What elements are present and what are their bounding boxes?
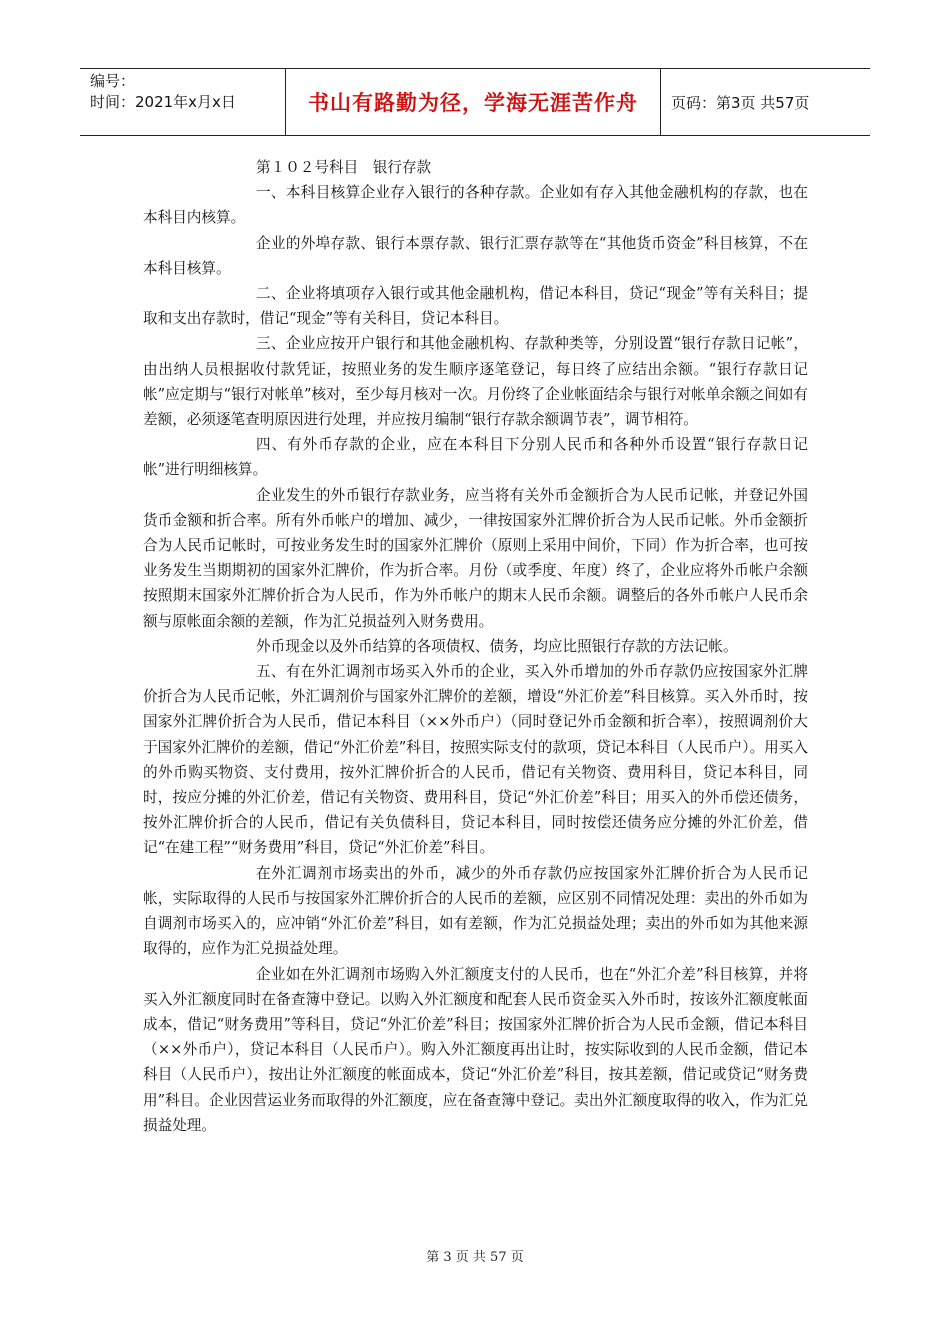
section-title: 第１０２号科目 银行存款 bbox=[256, 159, 432, 176]
paragraph: 四、有外币存款的企业，应在本科目下分别人民币和各种外币设置“银行存款日记帐”进行明细核算。 bbox=[143, 436, 808, 479]
header-page-cell bbox=[661, 69, 870, 135]
header-motto: 书山有路勤为径，学海无涯苦作舟 bbox=[308, 91, 638, 115]
paragraph: 二、企业将填项存入银行或其他金融机构，借记本科目，贷记“现金”等有关科目；提取和支出存款时，借记“现金”等有关科目，贷记本科目。 bbox=[143, 285, 808, 328]
paragraph: 在外汇调剂市场卖出的外币，减少的外币存款仍应按国家外汇牌价折合为人民币记帐，实际取得的人民币与按国家外汇牌价折合的人民币的差额，应区别不同情况处理：卖出的外币如为自调剂市场买入的，应冲销“外汇价差”科目，如有差额，作为汇兑损益处理；卖出的外币如为其他来源取得的，应作为汇兑损益处理。 bbox=[143, 864, 808, 958]
document-body bbox=[143, 155, 808, 1138]
header-motto-cell bbox=[285, 69, 661, 135]
document-date-label: 时间：2021年x月x日 bbox=[90, 93, 236, 111]
page-header bbox=[80, 68, 870, 136]
page-footer bbox=[0, 1246, 950, 1265]
document-number-label: 编号： bbox=[90, 72, 136, 90]
footer-page-number: 第 3 页 共 57 页 bbox=[426, 1250, 524, 1265]
paragraph: 三、企业应按开户银行和其他金融机构、存款种类等，分别设置“银行存款日记帐”，由出纳人员根据收付款凭证，按照业务的发生顺序逐笔登记，每日终了应结出余额。“银行存款日记帐”应定期与“银行对帐单”核对，至少每月核对一次。月份终了企业帐面结余与银行对帐单余额之间如有差额，必须逐笔查明原因进行处理，并应按月编制“银行存款余额调节表”，调节相符。 bbox=[143, 335, 808, 429]
header-meta bbox=[80, 69, 285, 135]
paragraph: 企业如在外汇调剂市场购入外汇额度支付的人民币，也在“外汇介差”科目核算，并将买入外汇额度同时在备查簿中登记。以购入外汇额度和配套人民币资金买入外币时，按该外汇额度帐面成本，借记“财务费用”等科目，贷记“外汇价差”科目；按国家外汇牌价折合为人民币金额，借记本科目（××外币户），贷记本科目（人民币户）。购入外汇额度再出让时，按实际收到的人民币金额，借记本科目（人民币户），按出让外汇额度的帐面成本，贷记“外汇价差”科目，按其差额，借记或贷记“财务费用”科目。企业因营运业务而取得的外汇额度，应在备查簿中登记。卖出外汇额度取得的收入，作为汇兑损益处理。 bbox=[143, 965, 808, 1134]
paragraph: 一、本科目核算企业存入银行的各种存款。企业如有存入其他金融机构的存款，也在本科目内核算。 bbox=[143, 184, 808, 227]
header-page-number: 页码：第3页 共57页 bbox=[671, 93, 810, 112]
paragraph: 外币现金以及外币结算的各项债权、债务，均应比照银行存款的方法记帐。 bbox=[256, 637, 738, 655]
paragraph: 企业的外埠存款、银行本票存款、银行汇票存款等在“其他货币资金”科目核算，不在本科目核算。 bbox=[143, 234, 808, 277]
paragraph: 企业发生的外币银行存款业务，应当将有关外币金额折合为人民币记帐，并登记外国货币金额和折合率。所有外币帐户的增加、减少，一律按国家外汇牌价折合为人民币记帐。外币金额折合为人民币记帐时，可按业务发生时的国家外汇牌价（原则上采用中间价，下同）作为折合率，也可按业务发生当期期初的国家外汇牌价，作为折合率。月份（或季度、年度）终了，企业应将外币帐户余额按照期末国家外汇牌价折合为人民币，作为外币帐户的期末人民币余额。调整后的各外币帐户人民币余额与原帐面余额的差额，作为汇兑损益列入财务费用。 bbox=[143, 486, 808, 630]
paragraph: 五、有在外汇调剂市场买入外币的企业，买入外币增加的外币存款仍应按国家外汇牌价折合为人民币记帐，外汇调剂价与国家外汇牌价的差额，增设“外汇价差”科目核算。买入外币时，按国家外汇牌价折合为人民币，借记本科目（××外币户）（同时登记外币金额和折合率），按照调剂价大于国家外汇牌价的差额，借记“外汇价差”科目，按照实际支付的款项，贷记本科目（人民币户）。用买入的外币购买物资、支付费用，按外汇牌价折合的人民币，借记有关物资、费用科目，贷记本科目，同时，按应分摊的外汇价差，借记有关物资、费用科目，贷记“外汇价差”科目；用买入的外币偿还债务，按外汇牌价折合的人民币，借记有关负债科目，贷记本科目，同时按偿还债务应分摊的外汇价差，借记“在建工程”“财务费用”科目，贷记“外汇价差”科目。 bbox=[143, 663, 808, 857]
